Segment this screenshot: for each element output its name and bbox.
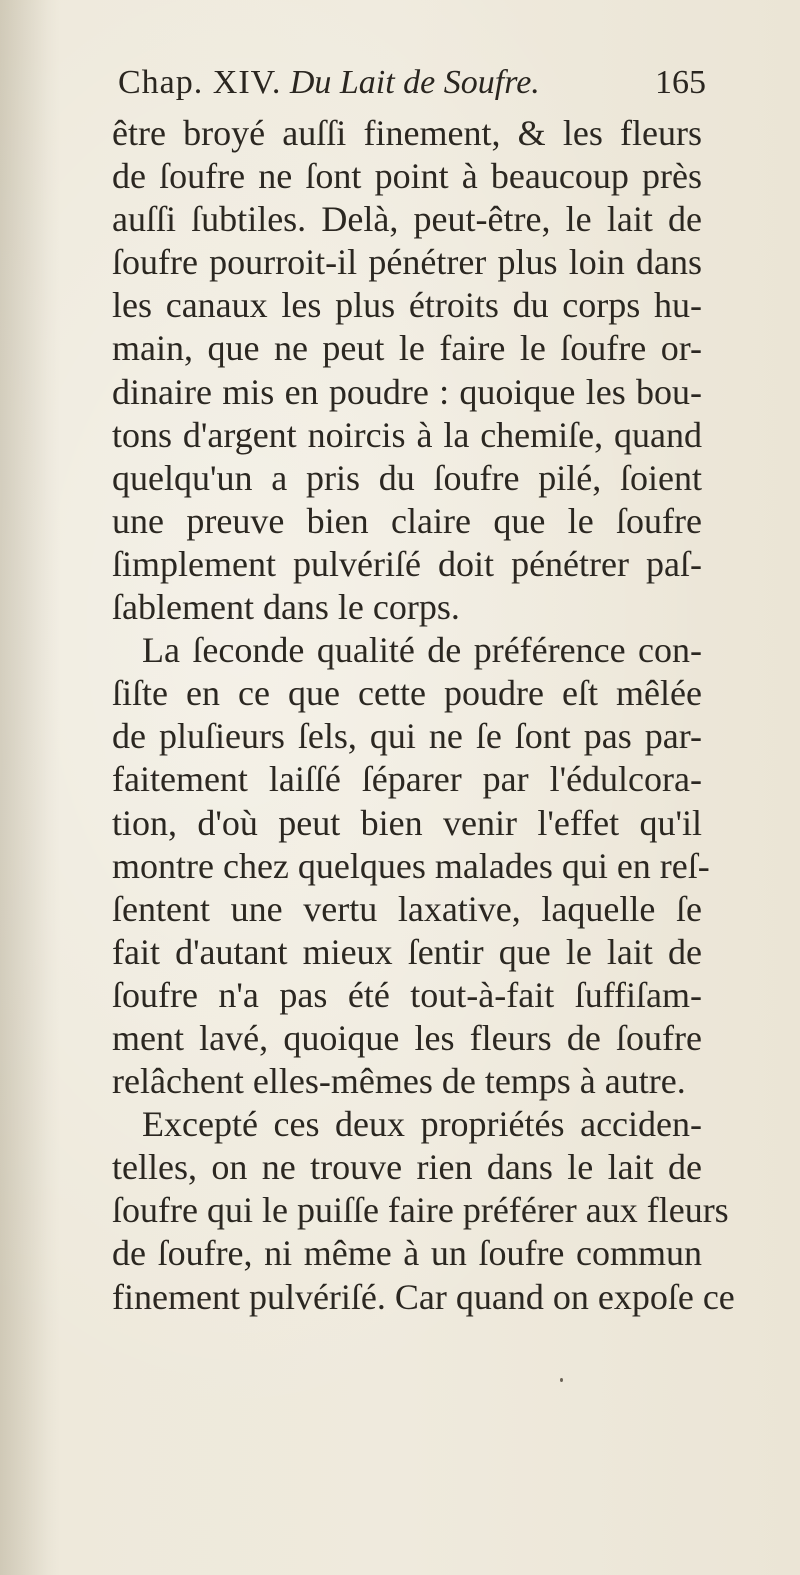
paragraph-start-line: La ſeconde qualité de préférence con- <box>142 630 702 671</box>
text-line: ſoufre qui le puiſſe faire préférer aux fleurs <box>112 1190 729 1231</box>
text-line: main, que ne peut le faire le ſoufre or- <box>112 328 702 369</box>
text-line: telles, on ne trouve rien dans le lait de <box>112 1147 702 1188</box>
text-line: une preuve bien claire que le ſoufre <box>112 500 702 541</box>
text-line: ſiſte en ce que cette poudre eſt mêlée <box>112 673 702 714</box>
text-line: auſſi ſubtiles. Delà, peut-être, le lait de <box>112 199 702 240</box>
running-header <box>118 58 718 108</box>
text-line: de pluſieurs ſels, qui ne ſe ſont pas par- <box>112 716 702 757</box>
text-line: quelqu'un a pris du ſoufre pilé, ſoient <box>112 457 702 498</box>
text-line: ſimplement pulvériſé doit pénétrer paſ- <box>112 543 702 584</box>
text-line: tons d'argent noircis à la chemiſe, quand <box>112 414 702 455</box>
text-line: faitement laiſſé ſéparer par l'édulcora- <box>112 759 702 800</box>
text-line: tion, d'où peut bien venir l'effet qu'il <box>112 802 702 843</box>
text-line: montre chez quelques malades qui en reſ- <box>112 845 710 886</box>
text-line: relâchent elles-mêmes de temps à autre. <box>112 1061 686 1102</box>
text-line: les canaux les plus étroits du corps hu- <box>112 285 702 326</box>
page-gutter-shadow <box>0 0 60 1575</box>
text-line: dinaire mis en poudre : quoique les bou- <box>112 371 702 412</box>
body-text <box>112 112 735 1319</box>
text-line: ſentent une vertu laxative, laquelle ſe <box>112 888 702 929</box>
text-line: de ſoufre, ni même à un ſoufre commun <box>112 1233 702 1274</box>
text-line: ſoufre n'a pas été tout-à-fait ſuffiſam- <box>112 974 702 1015</box>
page-number: 165 <box>655 64 706 101</box>
text-line: finement pulvériſé. Car quand on expoſe ce <box>112 1276 735 1317</box>
paper-speck <box>560 1378 563 1382</box>
text-line: de ſoufre ne ſont point à beaucoup près <box>112 156 702 197</box>
paragraph-start-line: Excepté ces deux propriétés acciden- <box>142 1104 702 1145</box>
text-line: ſoufre pourroit-il pénétrer plus loin dans <box>112 242 702 283</box>
text-line: fait d'autant mieux ſentir que le lait de <box>112 931 702 972</box>
text-line: être broyé auſſi finement, & les fleurs <box>112 113 702 153</box>
chapter-title: Du Lait de Soufre. <box>289 64 540 101</box>
chapter-label: Chap. XIV. <box>118 64 282 101</box>
text-line: ment lavé, quoique les fleurs de ſoufre <box>112 1017 702 1058</box>
text-line: ſablement dans le corps. <box>112 587 460 628</box>
